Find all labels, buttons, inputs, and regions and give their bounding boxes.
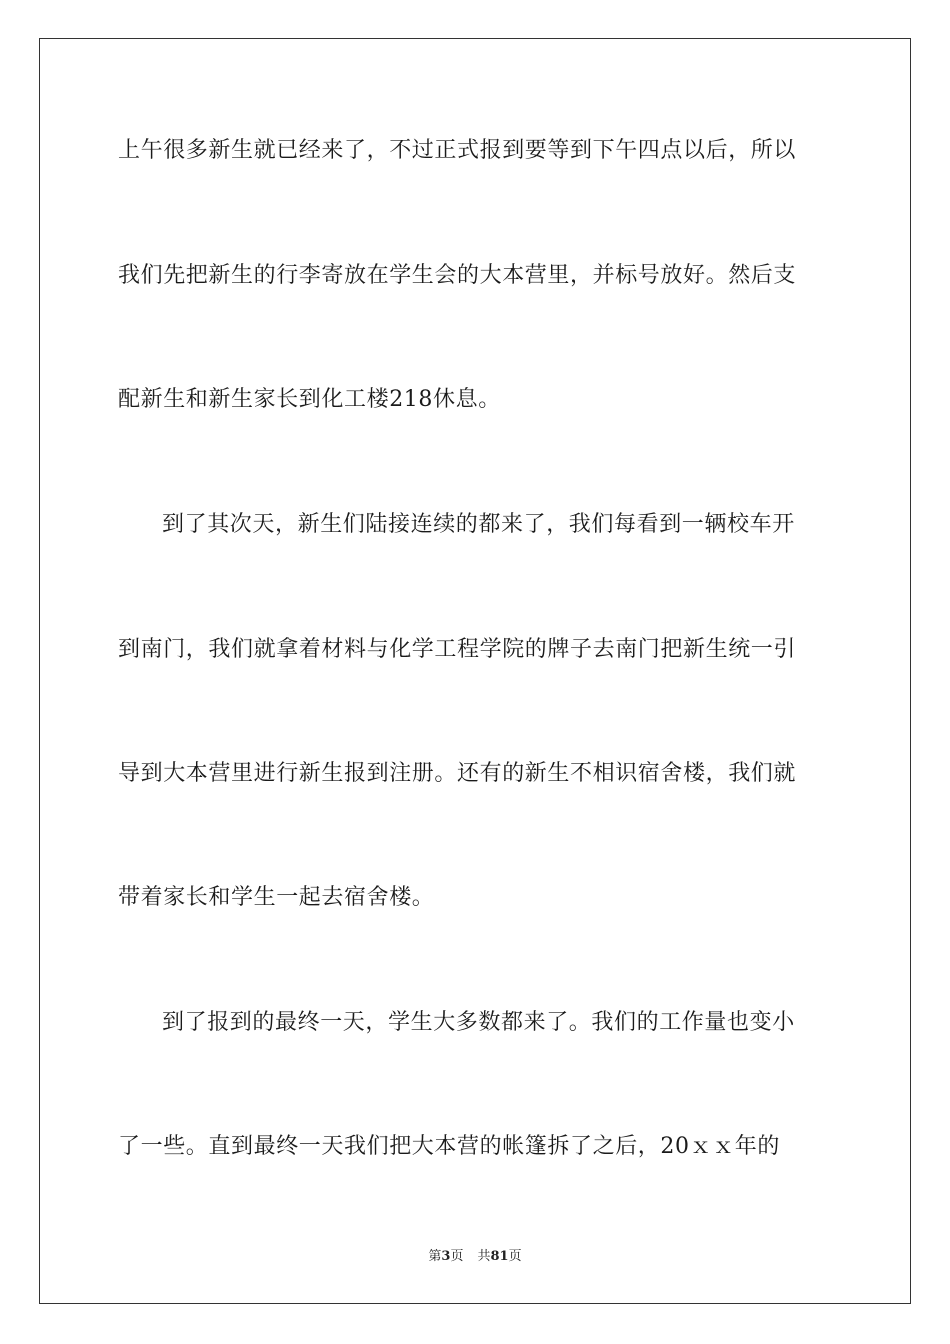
text-line: 到了其次天，新生们陆接连续的都来了，我们每看到一辆校车开 xyxy=(162,512,795,537)
text-line: 了一些。直到最终一天我们把大本营的帐篷拆了之后，20ｘｘ年的 xyxy=(118,1134,780,1159)
page-number: 3 xyxy=(441,1249,451,1264)
text-line: 到南门，我们就拿着材料与化学工程学院的牌子去南门把新生统一引 xyxy=(118,637,797,662)
text-line: 配新生和新生家长到化工楼218休息。 xyxy=(118,387,501,412)
page-footer xyxy=(0,1248,950,1266)
text-line: 上午很多新生就已经来了，不过正式报到要等到下午四点以后，所以 xyxy=(118,138,797,163)
page-suffix: 页 xyxy=(450,1249,464,1264)
text-line: 我们先把新生的行李寄放在学生会的大本营里，并标号放好。然后支 xyxy=(118,263,797,288)
total-suffix: 页 xyxy=(508,1249,522,1264)
text-line: 带着家长和学生一起去宿舍楼。 xyxy=(118,885,435,910)
page-border xyxy=(39,38,911,1304)
total-pages: 81 xyxy=(490,1249,509,1264)
total-prefix: 共 xyxy=(477,1249,491,1264)
page-prefix: 第 xyxy=(428,1249,442,1264)
text-line: 导到大本营里进行新生报到注册。还有的新生不相识宿舍楼，我们就 xyxy=(118,761,797,786)
text-line: 到了报到的最终一天，学生大多数都来了。我们的工作量也变小 xyxy=(162,1010,795,1035)
